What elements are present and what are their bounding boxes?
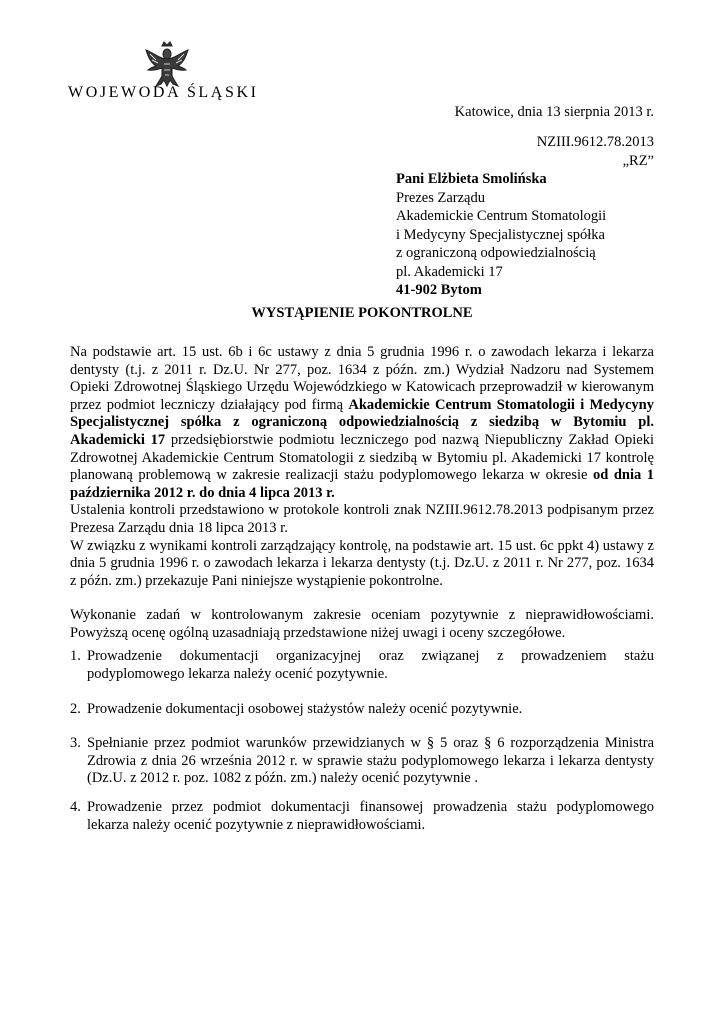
document-date: Katowice, dnia 13 sierpnia 2013 r. xyxy=(454,104,654,120)
list-item-text: Prowadzenie dokumentacji osobowej stażystów należy ocenić pozytywnie. xyxy=(87,701,523,717)
list-item-number: 1. xyxy=(70,648,81,664)
reference-block xyxy=(537,133,654,171)
list-item xyxy=(70,799,654,834)
recipient-city: 41-902 Bytom xyxy=(396,282,482,298)
document-body xyxy=(70,344,654,643)
intro-text: Na podstawie art. 15 ust. 6b i 6c ustawy z dnia 5 grudnia 1996 r. o zawodach lekarza i lekarza dentysty (t.j. z 2011 r. Dz.U. Nr 277, poz. 1634 z późn. zm.) Wydział Nadzoru nad Systemem Opieki Zdrowotnej Śląskiego Urzędu Wojewódzkiego w Katowicach przeprowadził w kierowanym przez podmiot leczniczy działający pod firmą xyxy=(70,344,654,413)
office-header: WOJEWODA ŚLĄSKI xyxy=(68,84,259,101)
document-title: WYSTĄPIENIE POKONTROLNE xyxy=(251,305,473,321)
intro-text: przedsiębiorstwie podmiotu leczniczego pod nazwą Niepubliczny Zakład Opieki Zdrowotnej Akademickie Centrum Stomatologii z siedzibą w Bytomiu pl. Akademicki 17 kontrolę planowaną problemową w zakresie realizacji stażu podyplomowego lekarza w okresie xyxy=(70,431,654,484)
reference-number: NZIII.9612.78.2013 xyxy=(536,134,654,150)
list-item-number: 3. xyxy=(70,735,81,751)
recipient-name: Pani Elżbieta Smolińska xyxy=(396,171,547,187)
assessment-paragraph: Wykonanie zadań w kontrolowanym zakresie oceniam pozytywnie z nieprawidłowościami. Powyższą ocenę ogólną uzasadniają przedstawione niżej uwagi i oceny szczegółowe. xyxy=(70,607,654,641)
recipient-line: pl. Akademicki 17 xyxy=(396,263,503,280)
list-item xyxy=(70,735,654,788)
intro-period: od dnia 1 października 2012 r. do dnia 4 lipca 2013 r. xyxy=(70,467,654,501)
recipient-line: Akademickie Centrum Stomatologii xyxy=(396,208,607,224)
list-item-number: 2. xyxy=(70,701,81,717)
recipient-line: z ograniczoną odpowiedzialnością xyxy=(396,245,596,261)
polish-eagle-emblem-icon xyxy=(144,40,190,90)
recipient-line: Prezes Zarządu xyxy=(396,189,485,206)
list-item xyxy=(70,701,654,719)
list-item xyxy=(70,648,654,683)
list-item-text: Prowadzenie dokumentacji organizacyjnej oraz związanej z prowadzeniem stażu podyplomowego lekarza należy ocenić pozytywnie. xyxy=(87,648,654,682)
reference-symbol: „RZ” xyxy=(622,153,654,169)
list-item-number: 4. xyxy=(70,799,81,815)
list-item-text: Spełnianie przez podmiot warunków przewidzianych w § 5 oraz § 6 rozporządzenia Ministra Zdrowia z dnia 26 września 2012 r. w sprawie stażu podyplomowego lekarza i lekarza dentysty (Dz.U. z 2012 r. poz. 1082 z późn. zm.) należy ocenić pozytywnie . xyxy=(87,735,654,787)
legal-basis-paragraph: W związku z wynikami kontroli zarządzający kontrolę, na podstawie art. 15 ust. 6c ppkt 4) ustawy z dnia 5 grudnia 1996 r. o zawodach lekarza i lekarza dentysty (t.j. Dz.U. z 2011 r. Nr 277, poz. 1634 z późn. zm.) przekazuje Pani niniejsze wystąpienie pokontrolne. xyxy=(70,537,654,589)
intro-paragraph xyxy=(70,344,654,502)
findings-paragraph: Ustalenia kontroli przedstawiono w protokole kontroli znak NZIII.9612.78.2013 podpisanym przez Prezesa Zarządu dnia 18 lipca 2013 r. xyxy=(70,502,654,536)
intro-entity-name: Akademickie Centrum Stomatologii i Medycyny Specjalistycznej spółka z ograniczoną odpowiedzialnością z siedzibą w Bytomiu pl. Akademicki 17 xyxy=(70,396,654,448)
list-item-text: Prowadzenie przez podmiot dokumentacji finansowej prowadzenia stażu podyplomowego lekarza należy ocenić pozytywnie z nieprawidłowościami. xyxy=(87,799,654,833)
recipient-address xyxy=(396,170,606,300)
recipient-line: i Medycyny Specjalistycznej spółka xyxy=(396,226,605,243)
